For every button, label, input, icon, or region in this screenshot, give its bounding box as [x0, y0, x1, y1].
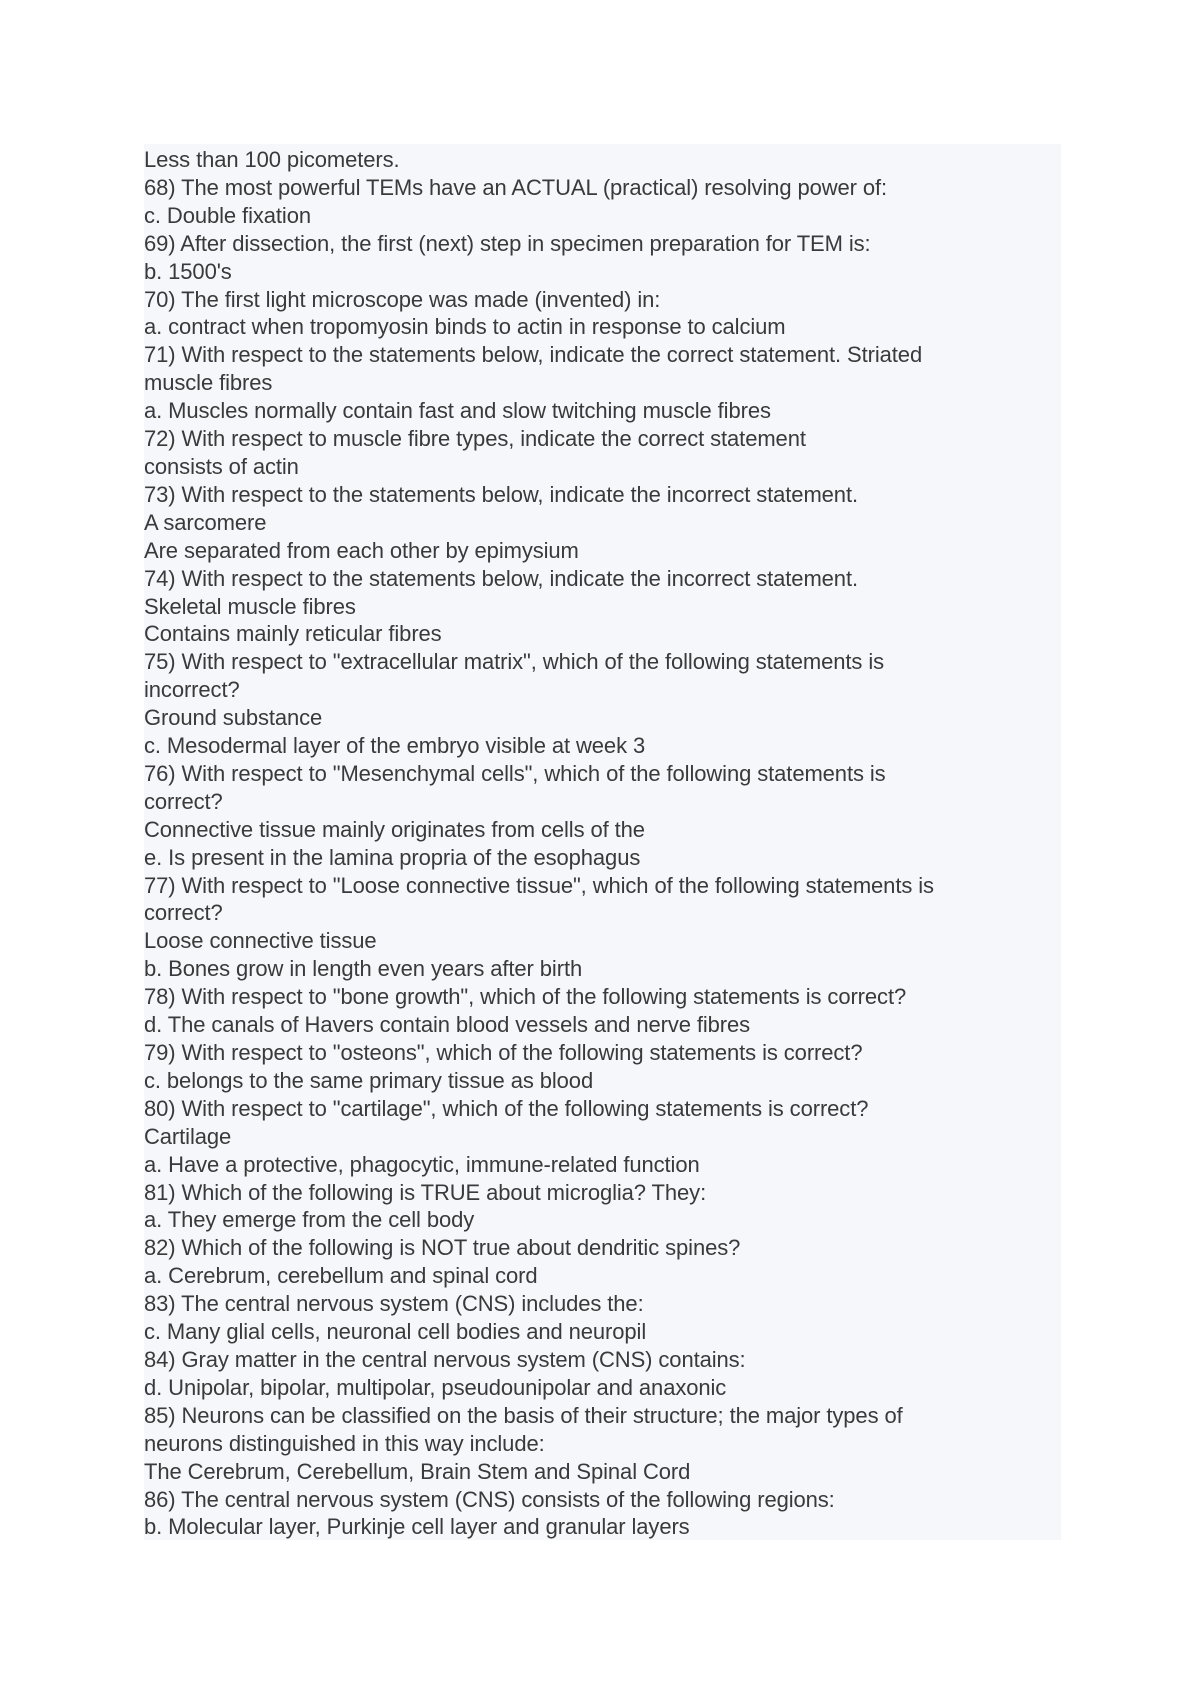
text-line: Less than 100 picometers. — [144, 147, 400, 172]
text-line: 77) With respect to "Loose connective tissue", which of the following statements is — [144, 872, 934, 898]
text-line: 74) With respect to the statements below, indicate the incorrect statement. — [144, 565, 858, 591]
text-line: 69) After dissection, the first (next) step in specimen preparation for TEM is: — [144, 230, 871, 256]
text-line: 78) With respect to "bone growth", which of the following statements is correct? — [144, 984, 907, 1010]
text-line: d. The canals of Havers contain blood vessels and nerve fibres — [144, 1012, 751, 1038]
text-line: e. Is present in the lamina propria of the esophagus — [144, 844, 641, 870]
text-line: b. 1500's — [144, 258, 232, 284]
text-line: 70) The first light microscope was made (invented) in: — [144, 286, 661, 312]
text-line: 72) With respect to muscle fibre types, indicate the correct statement — [144, 426, 806, 452]
text-line: Loose connective tissue — [144, 928, 377, 954]
text-line: 80) With respect to "cartilage", which of the following statements is correct? — [144, 1095, 869, 1121]
text-line: incorrect? — [144, 677, 240, 703]
text-line: b. Bones grow in length even years after birth — [144, 956, 583, 982]
text-line: c. Double fixation — [144, 202, 311, 228]
text-line: Skeletal muscle fibres — [144, 593, 356, 619]
text-line: Cartilage — [144, 1123, 232, 1149]
text-line: 82) Which of the following is NOT true about dendritic spines? — [144, 1235, 741, 1261]
text-line: Contains mainly reticular fibres — [144, 621, 442, 647]
text-line: Connective tissue mainly originates from cells of the — [144, 816, 645, 842]
text-line: 81) Which of the following is TRUE about microglia? They: — [144, 1179, 707, 1205]
text-line: correct? — [144, 788, 223, 814]
text-line: 68) The most powerful TEMs have an ACTUAL (practical) resolving power of: — [144, 174, 888, 200]
text-line: a. Cerebrum, cerebellum and spinal cord — [144, 1263, 538, 1289]
text-line: 84) Gray matter in the central nervous system (CNS) contains: — [144, 1346, 746, 1372]
text-line: 73) With respect to the statements below, indicate the incorrect statement. — [144, 481, 858, 507]
text-line: 85) Neurons can be classified on the basis of their structure; the major types of — [144, 1402, 903, 1428]
text-line: c. belongs to the same primary tissue as blood — [144, 1067, 594, 1093]
text-line: Are separated from each other by epimysium — [144, 537, 579, 563]
text-line: a. They emerge from the cell body — [144, 1207, 475, 1233]
text-line: a. contract when tropomyosin binds to actin in response to calcium — [144, 314, 786, 340]
text-line: correct? — [144, 900, 223, 926]
text-line: 86) The central nervous system (CNS) consists of the following regions: — [144, 1486, 835, 1512]
text-line: muscle fibres — [144, 370, 273, 396]
text-line: c. Many glial cells, neuronal cell bodies and neuropil — [144, 1319, 647, 1345]
text-line: Ground substance — [144, 705, 323, 731]
text-line: The Cerebrum, Cerebellum, Brain Stem and Spinal Cord — [144, 1458, 691, 1484]
text-line: a. Muscles normally contain fast and slow twitching muscle fibres — [144, 398, 771, 424]
text-line: 76) With respect to "Mesenchymal cells", which of the following statements is — [144, 760, 886, 786]
text-line: A sarcomere — [144, 509, 267, 535]
text-line: consists of actin — [144, 453, 299, 479]
text-line: c. Mesodermal layer of the embryo visible at week 3 — [144, 733, 646, 759]
text-line: 79) With respect to "osteons", which of the following statements is correct? — [144, 1040, 863, 1065]
text-line: neurons distinguished in this way include: — [144, 1430, 545, 1456]
text-line: d. Unipolar, bipolar, multipolar, pseudounipolar and anaxonic — [144, 1374, 727, 1400]
text-line: 71) With respect to the statements below, indicate the correct statement. Striated — [144, 342, 923, 368]
text-line: 83) The central nervous system (CNS) includes the: — [144, 1291, 644, 1317]
text-line: a. Have a protective, phagocytic, immune-related function — [144, 1151, 700, 1177]
text-line: b. Molecular layer, Purkinje cell layer and granular layers — [144, 1514, 690, 1540]
document-text-block — [144, 144, 1061, 1540]
text-line: 75) With respect to "extracellular matrix", which of the following statements is — [144, 649, 885, 675]
